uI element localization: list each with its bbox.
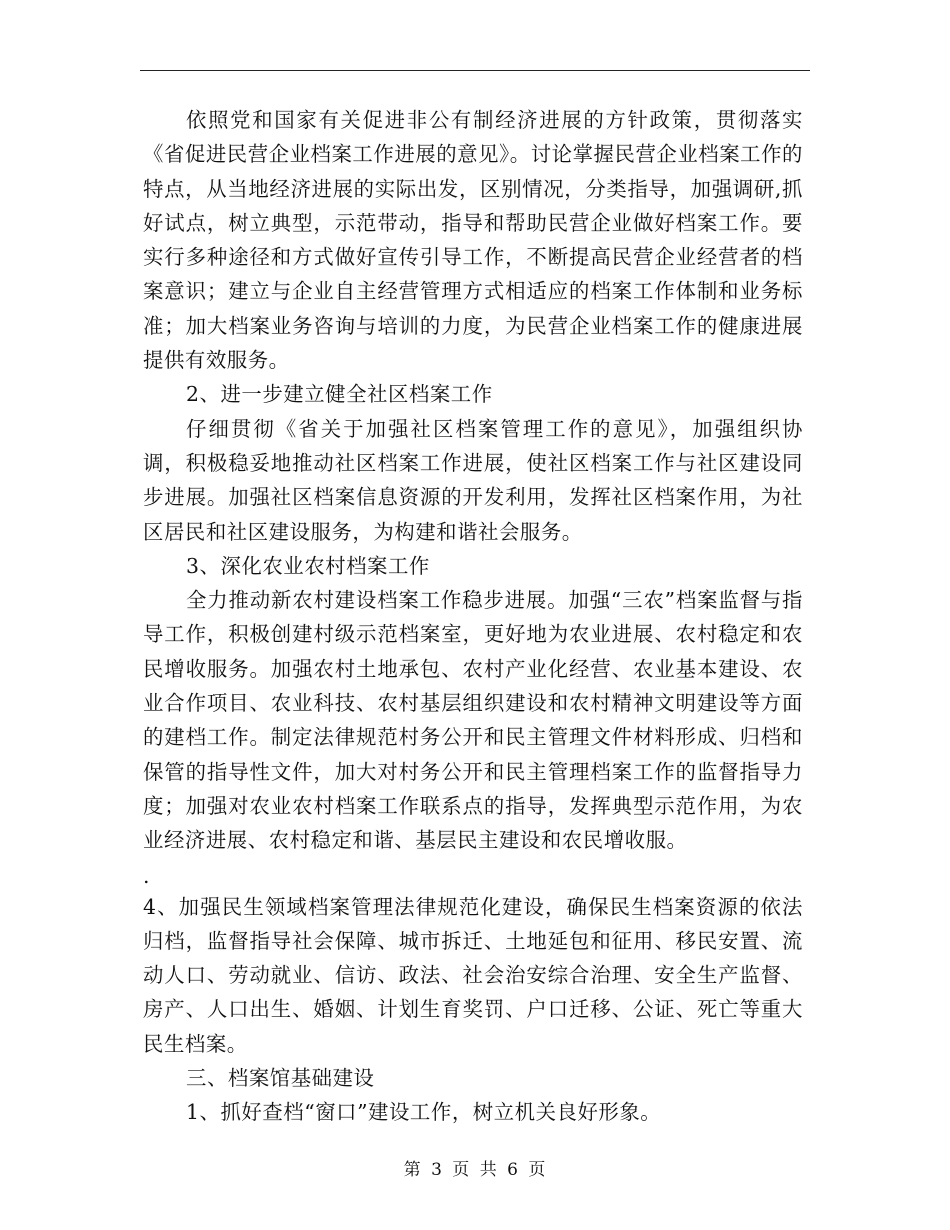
paragraph-private-enterprise-archives: 依照党和国家有关促进非公有制经济进展的方针政策，贯彻落实《省促进民营企业档案工作进展的意见》。讨论掌握民营企业档案工作的特点，从当地经济进展的实际出发，区别情况，分类指导，加强调研,抓好试点，树立典型，示范带动，指导和帮助民营企业做好档案工作。要实行多种途径和方式做好宣传引导工作，不断提高民营企业经营者的档案意识；建立与企业自主经营管理方式相适应的档案工作体制和业务标准；加大档案业务咨询与培训的力度，为民营企业档案工作的健康进展提供有效服务。 [143,108,803,373]
document-body [143,103,803,1130]
section-heading-service-window: 1、抓好查档“窗口”建设工作，树立机关良好形象。 [186,1100,662,1125]
paragraph-livelihood-archives: 4、加强民生领域档案管理法律规范化建设，确保民生档案资源的依法归档，监督指导社会保障、城市拆迁、土地延包和征用、移民安置、流动人口、劳动就业、信访、政法、社会治安综合治理、安全生产监督、房产、人口出生、婚姻、计划生育奖罚、户口迁移、公证、死亡等重大民生档案。 [143,894,803,1056]
section-heading-archive-infrastructure: 三、档案馆基础建设 [186,1066,375,1091]
stray-dot: . [143,863,151,888]
paragraph-community-archives: 仔细贯彻《省关于加强社区档案管理工作的意见》，加强组织协调，积极稳妥地推动社区档案工作进展，使社区档案工作与社区建设同步进展。加强社区档案信息资源的开发利用，发挥社区档案作用，为社区居民和社区建设服务，为构建和谐社会服务。 [143,416,803,544]
header-divider [140,70,810,71]
section-heading-rural-archives: 3、深化农业农村档案工作 [186,553,430,578]
paragraph-rural-archives: 全力推动新农村建设档案工作稳步进展。加强“三农”档案监督与指导工作，积极创建村级示范档案室，更好地为农业进展、农村稳定和农民增收服务。加强农村土地承包、农村产业化经营、农业基本建设、农业合作项目、农业科技、农村基层组织建设和农村精神文明建设等方面的建档工作。制定法律规范村务公开和民主管理文件材料形成、归档和保管的指导性文件，加大对村务公开和民主管理档案工作的监督指导力度；加强对农业农村档案工作联系点的指导，发挥典型示范作用，为农业经济进展、农村稳定和谐、基层民主建设和农民增收服。 [143,588,803,853]
section-heading-community-archives: 2、进一步建立健全社区档案工作 [186,382,493,407]
page-number-footer: 第 3 页 共 6 页 [403,1160,547,1180]
